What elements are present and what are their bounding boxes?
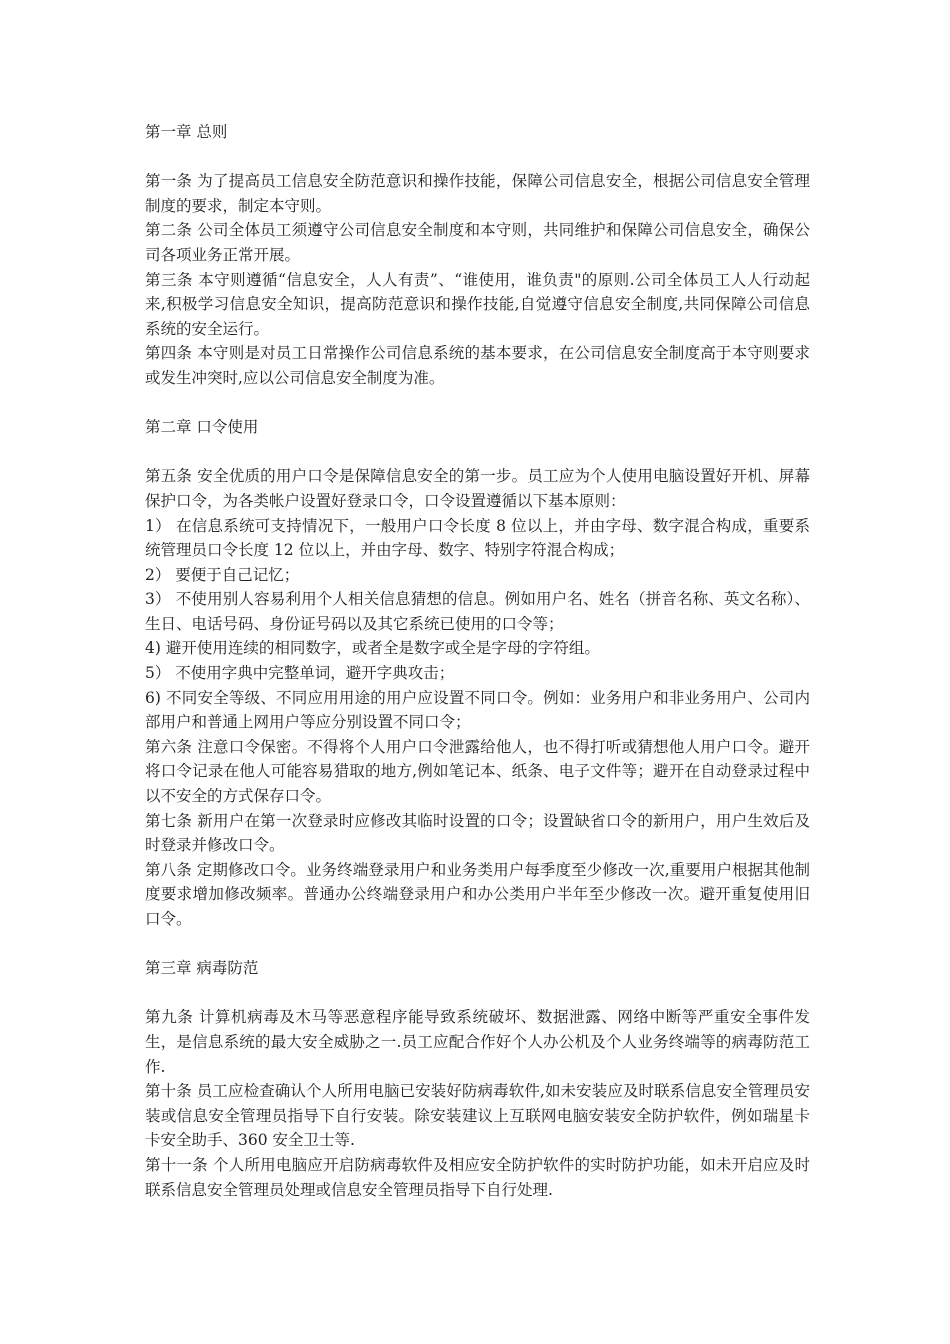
article-1: 第一条 为了提高员工信息安全防范意识和操作技能，保障公司信息安全，根据公司信息安全管理制度的要求，制定本守则。	[145, 172, 810, 215]
spacer	[145, 391, 810, 416]
chapter-1	[145, 120, 810, 415]
chapter-2	[145, 415, 810, 956]
spacer	[145, 440, 810, 465]
article-5: 第五条 安全优质的用户口令是保障信息安全的第一步。员工应为个人使用电脑设置好开机、屏幕保护口令，为各类帐户设置好登录口令，口令设置遵循以下基本原则：	[145, 467, 810, 510]
chapter-title: 第三章 病毒防范	[145, 959, 259, 978]
rule-item-1: 1） 在信息系统可支持情况下，一般用户口令长度 8 位以上，并由字母、数字混合构成，重要系统管理员口令长度 12 位以上，并由字母、数字、特别字符混合构成；	[145, 516, 810, 560]
chapter-3	[145, 956, 810, 1202]
article-10: 第十条 员工应检查确认个人所用电脑已安装好防病毒软件,如未安装应及时联系信息安全管理员安装或信息安全管理员指导下自行安装。除安装建议上互联网电脑安装安全防护软件，例如瑞星卡卡安全助手、360 安全卫士等.	[145, 1082, 810, 1150]
chapter-title: 第一章 总则	[145, 123, 228, 141]
article-4: 第四条 本守则是对员工日常操作公司信息系统的基本要求，在公司信息安全制度高于本守则要求或发生冲突时,应以公司信息安全制度为准。	[145, 344, 810, 387]
article-3: 第三条 本守则遵循“信息安全，人人有责”、“谁使用，谁负责"的原则.公司全体员工人人行动起来,积极学习信息安全知识，提高防范意识和操作技能,自觉遵守信息安全制度,共同保障公司信息系统的安全运行。	[145, 270, 810, 338]
article-7: 第七条 新用户在第一次登录时应修改其临时设置的口令；设置缺省口令的新用户，用户生效后及时登录并修改口令。	[145, 811, 810, 855]
chapter-title: 第二章 口令使用	[145, 418, 259, 437]
rule-item-4: 4) 避开使用连续的相同数字，或者全是数字或全是字母的字符组。	[145, 639, 600, 658]
article-11: 第十一条 个人所用电脑应开启防病毒软件及相应安全防护软件的实时防护功能，如未开启应及时联系信息安全管理员处理或信息安全管理员指导下自行处理.	[145, 1155, 810, 1199]
spacer	[145, 981, 810, 1006]
article-6: 第六条 注意口令保密。不得将个人用户口令泄露给他人，也不得打听或猜想他人用户口令。避开将口令记录在他人可能容易猎取的地方,例如笔记本、纸条、电子文件等；避开在自动登录过程中以不安全的方式保存口令。	[145, 737, 810, 806]
rule-item-5: 5） 不使用字典中完整单词，避开字典攻击；	[145, 664, 455, 683]
article-8: 第八条 定期修改口令。业务终端登录用户和业务类用户每季度至少修改一次,重要用户根据其他制度要求增加修改频率。普通办公终端登录用户和办公类用户半年至少修改一次。避开重复使用旧口令。	[145, 860, 810, 928]
article-9: 第九条 计算机病毒及木马等恶意程序能导致系统破坏、数据泄露、网络中断等严重安全事件发生，是信息系统的最大安全威胁之一.员工应配合作好个人办公机及个人业务终端等的病毒防范工作.	[145, 1008, 810, 1076]
rule-item-6: 6) 不同安全等级、不同应用用途的用户应设置不同口令。例如：业务用户和非业务用户、公司内部用户和普通上网用户等应分别设置不同口令；	[145, 688, 810, 732]
document-page	[145, 120, 810, 1202]
spacer	[145, 145, 810, 170]
rule-item-2: 2） 要便于自己记忆；	[145, 565, 300, 584]
spacer	[145, 932, 810, 957]
rule-item-3: 3） 不使用别人容易利用个人相关信息猜想的信息。例如用户名、姓名（拼音名称、英文名称）、生日、电话号码、身份证号码以及其它系统已使用的口令等；	[145, 590, 810, 633]
article-2: 第二条 公司全体员工须遵守公司信息安全制度和本守则，共同维护和保障公司信息安全，确保公司各项业务正常开展。	[145, 221, 810, 264]
